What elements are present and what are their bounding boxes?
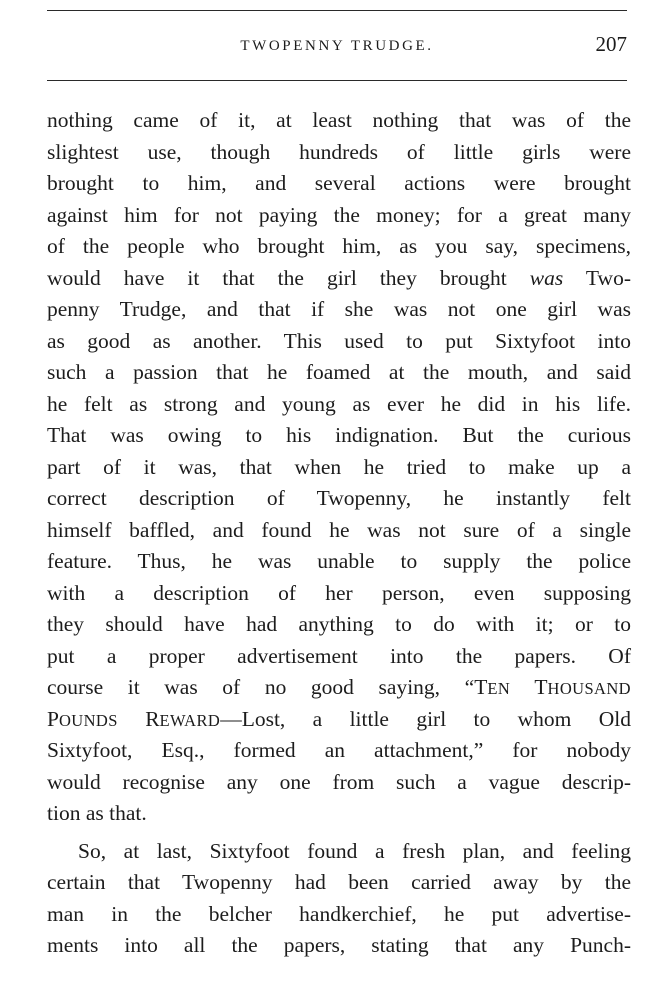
text-line: himself baffled, and found he was not sure of a single [47, 517, 631, 542]
text-line: as good as another. This used to put Sixtyfoot into [47, 328, 631, 353]
header-top-rule [47, 10, 627, 11]
running-head [47, 34, 627, 58]
text-run: would have it that the girl they brought [47, 265, 507, 290]
text-line: part of it was, that when he tried to make up a [47, 454, 631, 479]
header-bottom-rule [47, 80, 627, 81]
text-line: slightest use, though hundreds of little girls were [47, 139, 631, 164]
italic-word: was [529, 265, 564, 290]
small-caps-initial: T [474, 675, 488, 699]
small-caps-rest: HOUSAND [547, 679, 631, 698]
small-caps-rest: OUNDS [58, 710, 118, 730]
small-caps-rest: EN [487, 679, 511, 698]
text-run: Two- [585, 265, 631, 290]
text-line: they should have had anything to do with it; or to [47, 612, 631, 636]
small-caps-initial: R [145, 706, 160, 731]
text-line: with a description of her person, even supposing [47, 580, 631, 605]
text-line: ments into all the papers, stating that any Punch- [47, 933, 631, 957]
text-line [47, 704, 631, 736]
text-line [47, 672, 631, 704]
text-line: put a proper advertisement into the papers. Of [47, 643, 631, 668]
text-line: against him for not paying the money; for a great many [47, 202, 631, 227]
text-line: nothing came of it, at least nothing that was of the [47, 108, 631, 132]
paragraph-1 [47, 105, 631, 830]
text-line: such a passion that he foamed at the mouth, and said [47, 360, 631, 384]
text-line: man in the belcher handkerchief, he put advertise- [47, 901, 631, 926]
text-run: course it was of no good saying, “ [47, 675, 475, 699]
small-caps-initial: P [47, 706, 59, 731]
small-caps-initial: T [534, 675, 548, 699]
text-line: brought to him, and several actions were brought [47, 171, 631, 195]
text-run: —Lost, a little girl to whom Old [220, 706, 632, 731]
text-line: certain that Twopenny had been carried away by the [47, 870, 631, 894]
text-line: correct description of Twopenny, he instantly felt [47, 486, 631, 510]
text-line: of the people who brought him, as you say, specimens, [47, 234, 631, 258]
page-number: 207 [595, 32, 627, 56]
text-line: tion as that. [47, 801, 147, 825]
paragraph-2 [47, 836, 631, 962]
small-caps-rest: EWARD [159, 710, 221, 730]
text-line: penny Trudge, and that if she was not one girl was [47, 297, 631, 321]
page-body [47, 105, 631, 962]
running-title: TWOPENNY TRUDGE. [240, 38, 434, 54]
text-line: would recognise any one from such a vague descrip- [47, 769, 631, 794]
text-line: he felt as strong and young as ever he did in his life. [47, 391, 631, 416]
text-line: feature. Thus, he was unable to supply the police [47, 549, 631, 573]
text-line: So, at last, Sixtyfoot found a fresh plan, and feeling [78, 838, 631, 863]
text-line: Sixtyfoot, Esq., formed an attachment,” for nobody [47, 738, 631, 762]
text-line [47, 263, 631, 295]
text-line: That was owing to his indignation. But the curious [47, 423, 631, 447]
